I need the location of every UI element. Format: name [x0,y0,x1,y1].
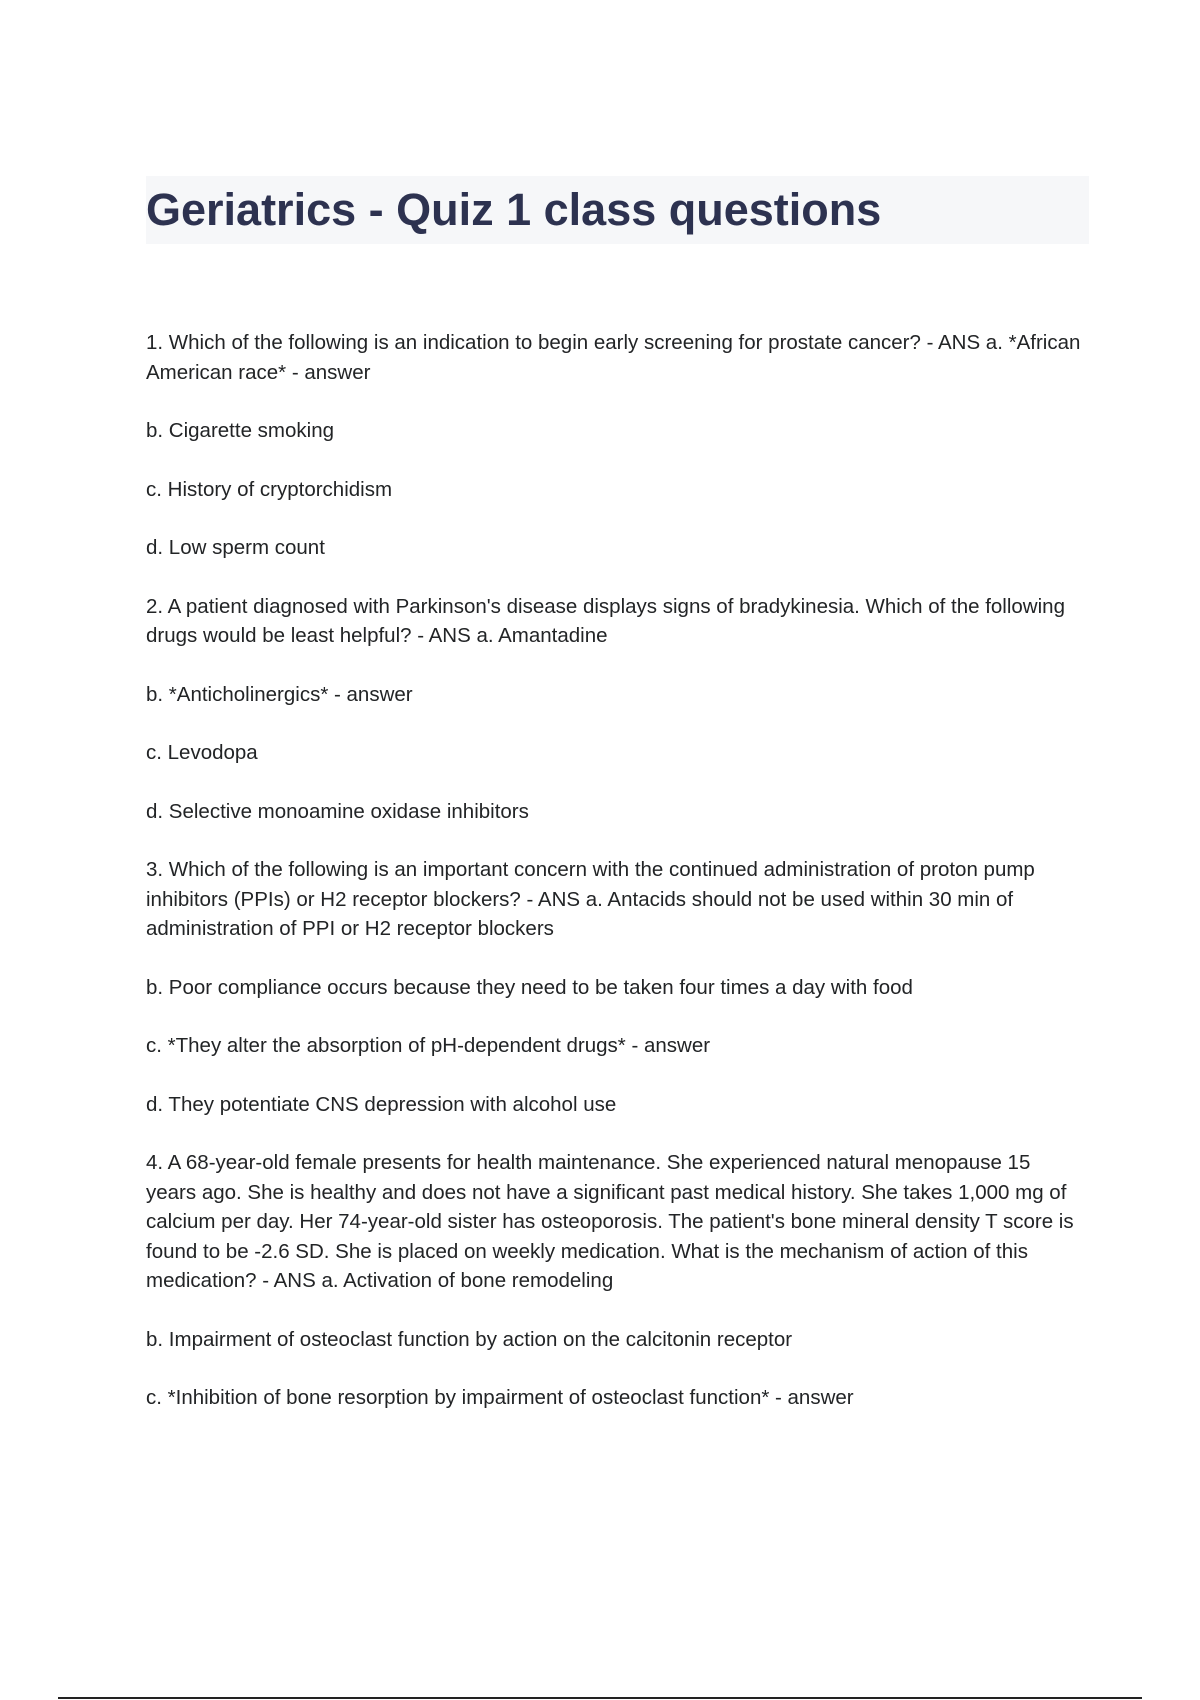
question-1-stem: 1. Which of the following is an indication to begin early screening for prostate cancer? - ANS a. *African American race* - answer [146,331,1081,384]
question-1-option-c: c. History of cryptorchidism [146,477,393,501]
question-3-option-c: c. *They alter the absorption of pH-dependent drugs* - answer [146,1034,711,1057]
question-2-option-c: c. Levodopa [146,741,258,764]
question-list [146,328,1086,1442]
question-4-option-b: b. Impairment of osteoclast function by action on the calcitonin receptor [146,1327,793,1351]
question-3-stem: 3. Which of the following is an important concern with the continued administration of proton pump inhibitors (PPIs) or H2 receptor blockers? - ANS a. Antacids should not be used within 30 min of administration of PPI or H2 receptor blockers [146,858,1035,940]
question-3-option-b: b. Poor compliance occurs because they need to be taken four times a day with food [146,975,913,999]
question-2-stem: 2. A patient diagnosed with Parkinson's disease displays signs of bradykinesia. Which of the following drugs would be least helpful? - ANS a. Amantadine [146,594,1065,647]
question-2-option-b: b. *Anticholinergics* - answer [146,682,413,706]
question-3-option-d: d. They potentiate CNS depression with alcohol use [146,1092,617,1116]
page-bottom-divider [58,1697,1142,1699]
question-1-option-b: b. Cigarette smoking [146,419,335,442]
document-title: Geriatrics - Quiz 1 class questions [146,184,882,235]
question-4-option-c: c. *Inhibition of bone resorption by impairment of osteoclast function* - answer [146,1386,854,1409]
question-4-stem: 4. A 68-year-old female presents for health maintenance. She experienced natural menopause 15 years ago. She is healthy and does not have a significant past medical history. She takes 1,000 mg of calcium per day. Her 74-year-old sister has osteoporosis. The patient's bone mineral density T score is found to be -2.6 SD. She is placed on weekly medication. What is the mechanism of action of this medication? - ANS a. Activation of bone remodeling [146,1151,1074,1292]
question-2-option-d: d. Selective monoamine oxidase inhibitors [146,799,529,823]
question-1-option-d: d. Low sperm count [146,536,325,559]
